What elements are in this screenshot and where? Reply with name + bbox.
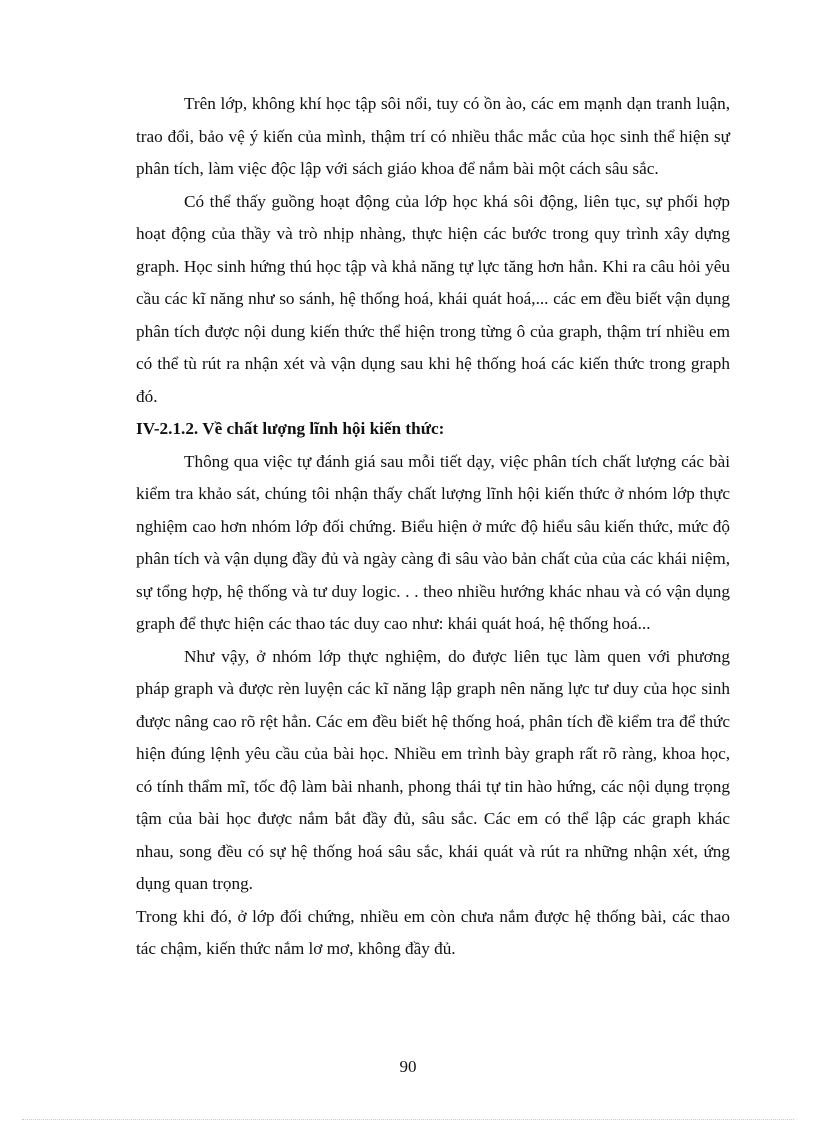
page-number: 90 [399, 1057, 417, 1076]
paragraph-experimental-group: Như vậy, ở nhóm lớp thực nghiệm, do được liên tục làm quen với phương pháp graph và được rèn luyện các kĩ năng lập graph nên năng lực tư duy của học sinh được nâng cao rõ rệt hẳn. Các em đều biết hệ thống hoá, phân tích đề kiểm tra để thức hiện đúng lệnh yêu cầu của bài học. Nhiều em trình bày graph rất rõ ràng, khoa học, có tính thẩm mĩ, tốc độ làm bài nhanh, phong thái tự tin hào hứng, các nội dụng trọng tậm của bài học được nắm bắt đầy đủ, sâu sắc. Các em có thể lập các graph khác nhau, song đều có sự hệ thống hoá sâu sắc, khái quát và rút ra những nhận xét, ứng dụng quan trọng. [136, 646, 730, 893]
paragraph-learning-quality: Thông qua việc tự đánh giá sau mỗi tiết dạy, việc phân tích chất lượng các bài kiểm tra khảo sát, chúng tôi nhận thấy chất lượng lĩnh hội kiến thức ở nhóm lớp thực nghiệm cao hơn nhóm lớp đối chứng. Biểu hiện ở mức độ hiểu sâu kiến thức, mức độ phân tích và vận dụng đầy đủ và ngày càng đi sâu vào bản chất của của các khái niệm, sự tổng hợp, hệ thống và tư duy logic. . . theo nhiều hướng khác nhau và có vận dụng graph để thực hiện các thao tác duy cao như: khái quát hoá, hệ thống hoá... [136, 451, 730, 633]
paragraph-control-group: Trong khi đó, ở lớp đối chứng, nhiều em còn chưa nắm được hệ thống bài, các thao tác chậm, kiến thức nắm lơ mơ, không đầy đủ. [136, 906, 730, 958]
section-heading: IV-2.1.2. Về chất lượng lĩnh hội kiến thức: [136, 419, 445, 438]
paragraph-class-activity: Có thể thấy guồng hoạt động của lớp học khá sôi động, liên tục, sự phối hợp hoạt động của thầy và trò nhịp nhàng, thực hiện các bước trong quy trình xây dựng graph. Học sinh hứng thú học tập và khả năng tự lực tăng hơn hẳn. Khi ra câu hỏi yêu cầu các kĩ năng như so sánh, hệ thống hoá, khái quát hoá,... các em đều biết vận dụng phân tích được nội dung kiến thức thể hiện trong từng ô của graph, thậm trí nhiều em có thể tù rút ra nhận xét và vận dụng sau khi hệ thống hoá các kiến thức trong graph đó. [136, 191, 730, 406]
body-text [136, 88, 730, 966]
paragraph-classroom-atmosphere: Trên lớp, không khí học tập sôi nổi, tuy có ồn ào, các em mạnh dạn tranh luận, trao đổi, bảo vệ ý kiến của mình, thậm trí có nhiều thắc mắc của học sinh thể hiện sự phân tích, làm việc độc lập với sách giáo khoa để nắm bài một cách sâu sắc. [136, 94, 730, 178]
footer-dotted-rule [22, 1119, 794, 1120]
